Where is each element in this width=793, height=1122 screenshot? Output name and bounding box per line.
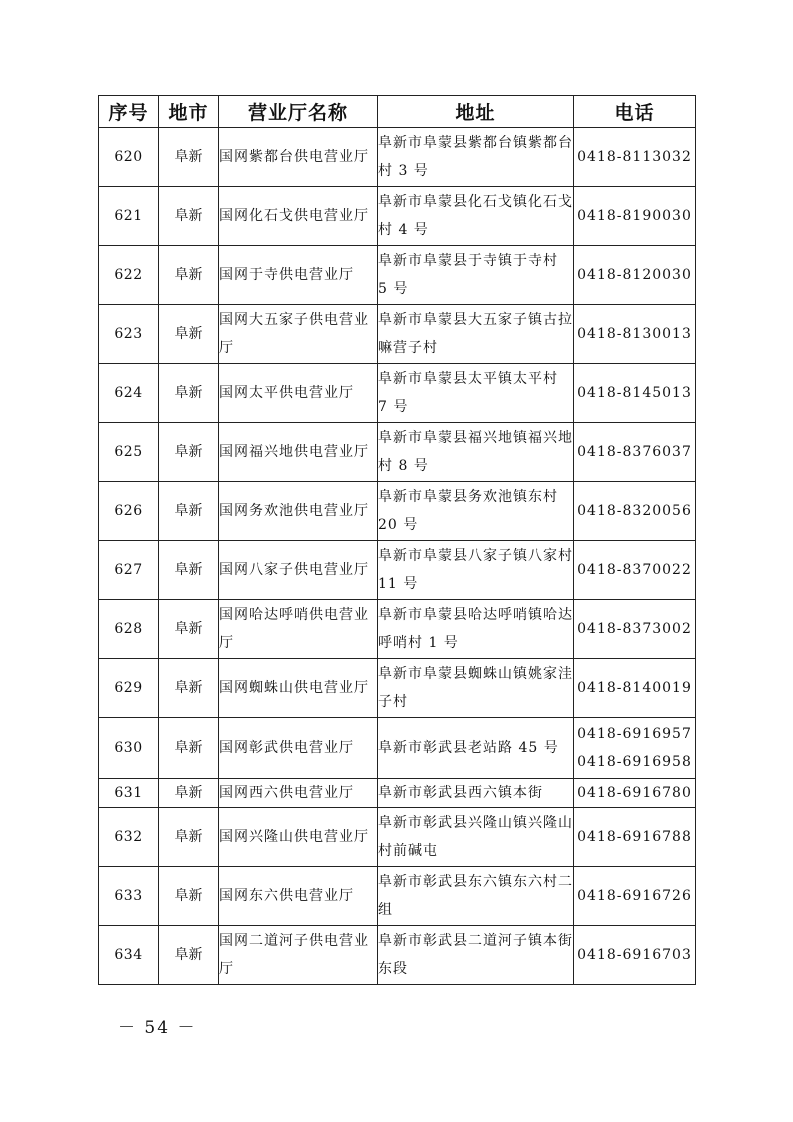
row-hall-name: 国网太平供电营业厅 [219,364,378,423]
phone-number: 0418-8370022 [577,562,692,578]
row-city: 阜新 [159,187,219,246]
phone-number: 0418-8140019 [577,680,692,696]
row-hall-name: 国网大五家子供电营业厅 [219,305,378,364]
row-address: 阜新市阜蒙县务欢池镇东村 20 号 [378,482,574,541]
row-city: 阜新 [159,305,219,364]
phone-number: 0418-8113032 [577,149,692,165]
row-number: 622 [99,246,159,305]
row-number: 628 [99,600,159,659]
row-number: 630 [99,718,159,779]
row-phone [574,867,696,926]
row-phone [574,926,696,985]
row-number: 623 [99,305,159,364]
header-phone: 电话 [574,96,696,128]
row-city: 阜新 [159,718,219,779]
row-phone [574,541,696,600]
row-city: 阜新 [159,128,219,187]
table-row [99,541,696,600]
phone-number: 0418-6916780 [577,785,692,801]
row-address: 阜新市阜蒙县八家子镇八家村 11 号 [378,541,574,600]
row-address: 阜新市彰武县兴隆山镇兴隆山村前碱屯 [378,808,574,867]
row-address: 阜新市阜蒙县蜘蛛山镇姚家洼子村 [378,659,574,718]
row-phone [574,305,696,364]
header-no: 序号 [99,96,159,128]
row-number: 632 [99,808,159,867]
row-phone [574,364,696,423]
phone-number: 0418-8190030 [577,208,692,224]
row-address: 阜新市彰武县西六镇本街 [378,779,574,808]
page-number: － 54 － [118,1018,197,1038]
phone-number: 0418-6916788 [577,829,692,845]
row-number: 634 [99,926,159,985]
row-hall-name: 国网彰武供电营业厅 [219,718,378,779]
table-row [99,779,696,808]
row-city: 阜新 [159,364,219,423]
row-hall-name: 国网化石戈供电营业厅 [219,187,378,246]
row-address: 阜新市彰武县老站路 45 号 [378,718,574,779]
phone-number: 0418-8376037 [577,444,692,460]
row-phone [574,808,696,867]
row-hall-name: 国网于寺供电营业厅 [219,246,378,305]
phone-number: 0418-8120030 [577,267,692,283]
table-row [99,718,696,779]
row-address: 阜新市阜蒙县太平镇太平村 7 号 [378,364,574,423]
row-hall-name: 国网八家子供电营业厅 [219,541,378,600]
phone-number: 0418-6916957 [577,726,692,742]
row-phone [574,659,696,718]
row-hall-name: 国网二道河子供电营业厅 [219,926,378,985]
table-row [99,305,696,364]
phone-number: 0418-6916726 [577,888,692,904]
row-phone [574,423,696,482]
row-city: 阜新 [159,541,219,600]
phone-number: 0418-6916703 [577,947,692,963]
row-phone [574,600,696,659]
service-hall-table [98,95,696,985]
phone-number: 0418-8320056 [577,503,692,519]
phone-number: 0418-6916958 [577,754,692,770]
row-city: 阜新 [159,867,219,926]
row-city: 阜新 [159,808,219,867]
phone-number: 0418-8130013 [577,326,692,342]
row-hall-name: 国网务欢池供电营业厅 [219,482,378,541]
row-address: 阜新市阜蒙县于寺镇于寺村 5 号 [378,246,574,305]
row-address: 阜新市阜蒙县哈达呼哨镇哈达呼哨村 1 号 [378,600,574,659]
row-hall-name: 国网福兴地供电营业厅 [219,423,378,482]
row-number: 620 [99,128,159,187]
row-hall-name: 国网哈达呼哨供电营业厅 [219,600,378,659]
row-phone [574,187,696,246]
header-city: 地市 [159,96,219,128]
row-address: 阜新市阜蒙县紫都台镇紫都台村 3 号 [378,128,574,187]
row-phone [574,779,696,808]
row-address: 阜新市彰武县二道河子镇本街东段 [378,926,574,985]
header-name: 营业厅名称 [219,96,378,128]
row-city: 阜新 [159,600,219,659]
row-hall-name: 国网紫都台供电营业厅 [219,128,378,187]
table-row [99,600,696,659]
row-city: 阜新 [159,779,219,808]
row-number: 629 [99,659,159,718]
row-number: 631 [99,779,159,808]
row-city: 阜新 [159,423,219,482]
row-hall-name: 国网兴隆山供电营业厅 [219,808,378,867]
row-number: 627 [99,541,159,600]
phone-number: 0418-8145013 [577,385,692,401]
row-phone [574,482,696,541]
row-phone [574,246,696,305]
row-address: 阜新市阜蒙县福兴地镇福兴地村 8 号 [378,423,574,482]
row-number: 621 [99,187,159,246]
table-row [99,423,696,482]
row-number: 625 [99,423,159,482]
row-hall-name: 国网蜘蛛山供电营业厅 [219,659,378,718]
table-row [99,926,696,985]
table-row [99,364,696,423]
row-city: 阜新 [159,659,219,718]
row-phone [574,128,696,187]
row-address: 阜新市阜蒙县大五家子镇古拉嘛营子村 [378,305,574,364]
row-city: 阜新 [159,482,219,541]
row-phone [574,718,696,779]
row-address: 阜新市彰武县东六镇东六村二组 [378,867,574,926]
row-address: 阜新市阜蒙县化石戈镇化石戈村 4 号 [378,187,574,246]
table-row [99,187,696,246]
row-hall-name: 国网东六供电营业厅 [219,867,378,926]
row-city: 阜新 [159,246,219,305]
row-number: 633 [99,867,159,926]
table-row [99,482,696,541]
row-hall-name: 国网西六供电营业厅 [219,779,378,808]
table-header-row [99,96,696,128]
table-body [99,128,696,985]
row-city: 阜新 [159,926,219,985]
table-row [99,246,696,305]
table-row [99,808,696,867]
row-number: 626 [99,482,159,541]
table-row [99,867,696,926]
table-row [99,659,696,718]
table-row [99,128,696,187]
header-address: 地址 [378,96,574,128]
row-number: 624 [99,364,159,423]
phone-number: 0418-8373002 [577,621,692,637]
